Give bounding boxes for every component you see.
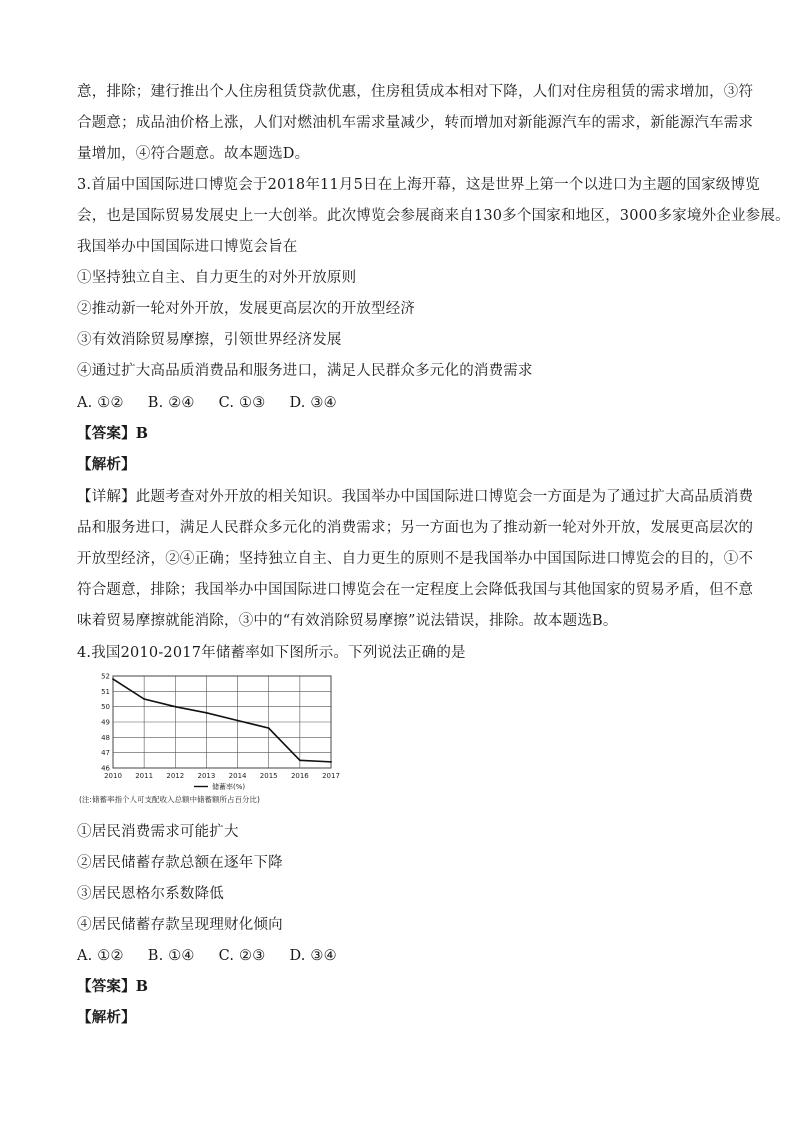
y-tick-label: 49 [101,718,110,727]
legend-label: 储蓄率(%) [212,783,246,791]
detail-text: 【详解】此题考查对外开放的相关知识。我国举办中国国际进口博览会一方面是为了通过扩大高品质消费 [77,489,754,505]
text-line: 我国举办中国国际进口博览会旨在 [77,239,298,255]
y-tick-label: 48 [101,733,110,742]
y-tick-label: 46 [101,764,110,773]
text-line: 意，排除；建行推出个人住房租赁贷款优惠，住房租赁成本相对下降，人们对住房租赁的需求增加，③符 [77,84,754,100]
option-statement: ③有效消除贸易摩擦，引领世界经济发展 [77,332,342,348]
data-point [112,678,114,680]
text-line: 合题意；成品油价格上涨，人们对燃油机车需求量减少，转而增加对新能源汽车的需求，新能源汽车需求 [77,115,754,131]
data-point [330,761,332,763]
y-tick-label: 47 [101,749,110,758]
y-tick-label: 51 [101,687,110,696]
detail-text: 开放型经济，②④正确；坚持独立自主、自力更生的原则不是我国举办中国国际进口博览会的目的，①不 [77,551,754,567]
detail-text: 品和服务进口，满足人民群众多元化的消费需求；另一方面也为了推动新一轮对外开放，发展更高层次的 [77,520,754,536]
x-tick-label: 2014 [228,772,247,780]
option-statement: ②居民储蓄存款总额在逐年下降 [77,855,283,871]
option-statement: ①坚持独立自主、自力更生的对外开放原则 [77,270,357,286]
data-point [299,759,301,761]
answer-choices: A. ①② B. ②④ C. ①③ D. ③④ [77,395,337,411]
savings-rate-chart [75,668,345,810]
y-tick-label: 52 [101,672,110,681]
x-tick-label: 2011 [135,772,154,780]
data-point [268,727,270,729]
x-tick-label: 2013 [197,772,216,780]
question-3-stem: 3.首届中国国际进口博览会于2018年11月5日在上海开幕，这是世界上第一个以进口为主题的国家级博览 [77,177,760,193]
x-tick-label: 2017 [322,772,340,780]
x-tick-label: 2012 [166,772,185,780]
data-point [174,706,176,708]
text-line: 会，也是国际贸易发展史上一大创举。此次博览会参展商来自130多个国家和地区，3000多家境外企业参展。 [77,208,790,224]
text-line: 量增加，④符合题意。故本题选D。 [77,146,310,162]
answer-label: 【答案】B [77,978,149,995]
detail-text: 符合题意，排除；我国举办中国国际进口博览会在一定程度上会降低我国与其他国家的贸易矛盾，但不意 [77,582,754,598]
option-statement: ③居民恩格尔系数降低 [77,886,224,902]
option-statement: ①居民消费需求可能扩大 [77,824,239,840]
x-tick-label: 2015 [259,772,278,780]
chart-note: (注:储蓄率指个人可支配收入总额中储蓄额所占百分比) [79,795,260,804]
option-statement: ④通过扩大高品质消费品和服务进口，满足人民群众多元化的消费需求 [77,363,533,379]
data-point [237,720,239,722]
option-statement: ④居民储蓄存款呈现理财化倾向 [77,917,283,933]
option-statement: ②推动新一轮对外开放，发展更高层次的开放型经济 [77,301,416,317]
x-tick-label: 2010 [104,772,122,780]
detail-text: 味着贸易摩擦就能消除，③中的“有效消除贸易摩擦”说法错误，排除。故本题选B。 [77,613,618,629]
answer-label: 【答案】B [77,425,149,442]
answer-choices: A. ①② B. ①④ C. ②③ D. ③④ [77,948,337,964]
analysis-label: 【解析】 [77,456,136,473]
analysis-label: 【解析】 [77,1009,136,1026]
y-tick-label: 50 [101,703,110,712]
data-point [206,712,208,714]
x-tick-label: 2016 [290,772,309,780]
question-4-stem: 4.我国2010-2017年储蓄率如下图所示。下列说法正确的是 [77,645,466,661]
data-point [143,698,145,700]
chart-svg [75,668,345,810]
